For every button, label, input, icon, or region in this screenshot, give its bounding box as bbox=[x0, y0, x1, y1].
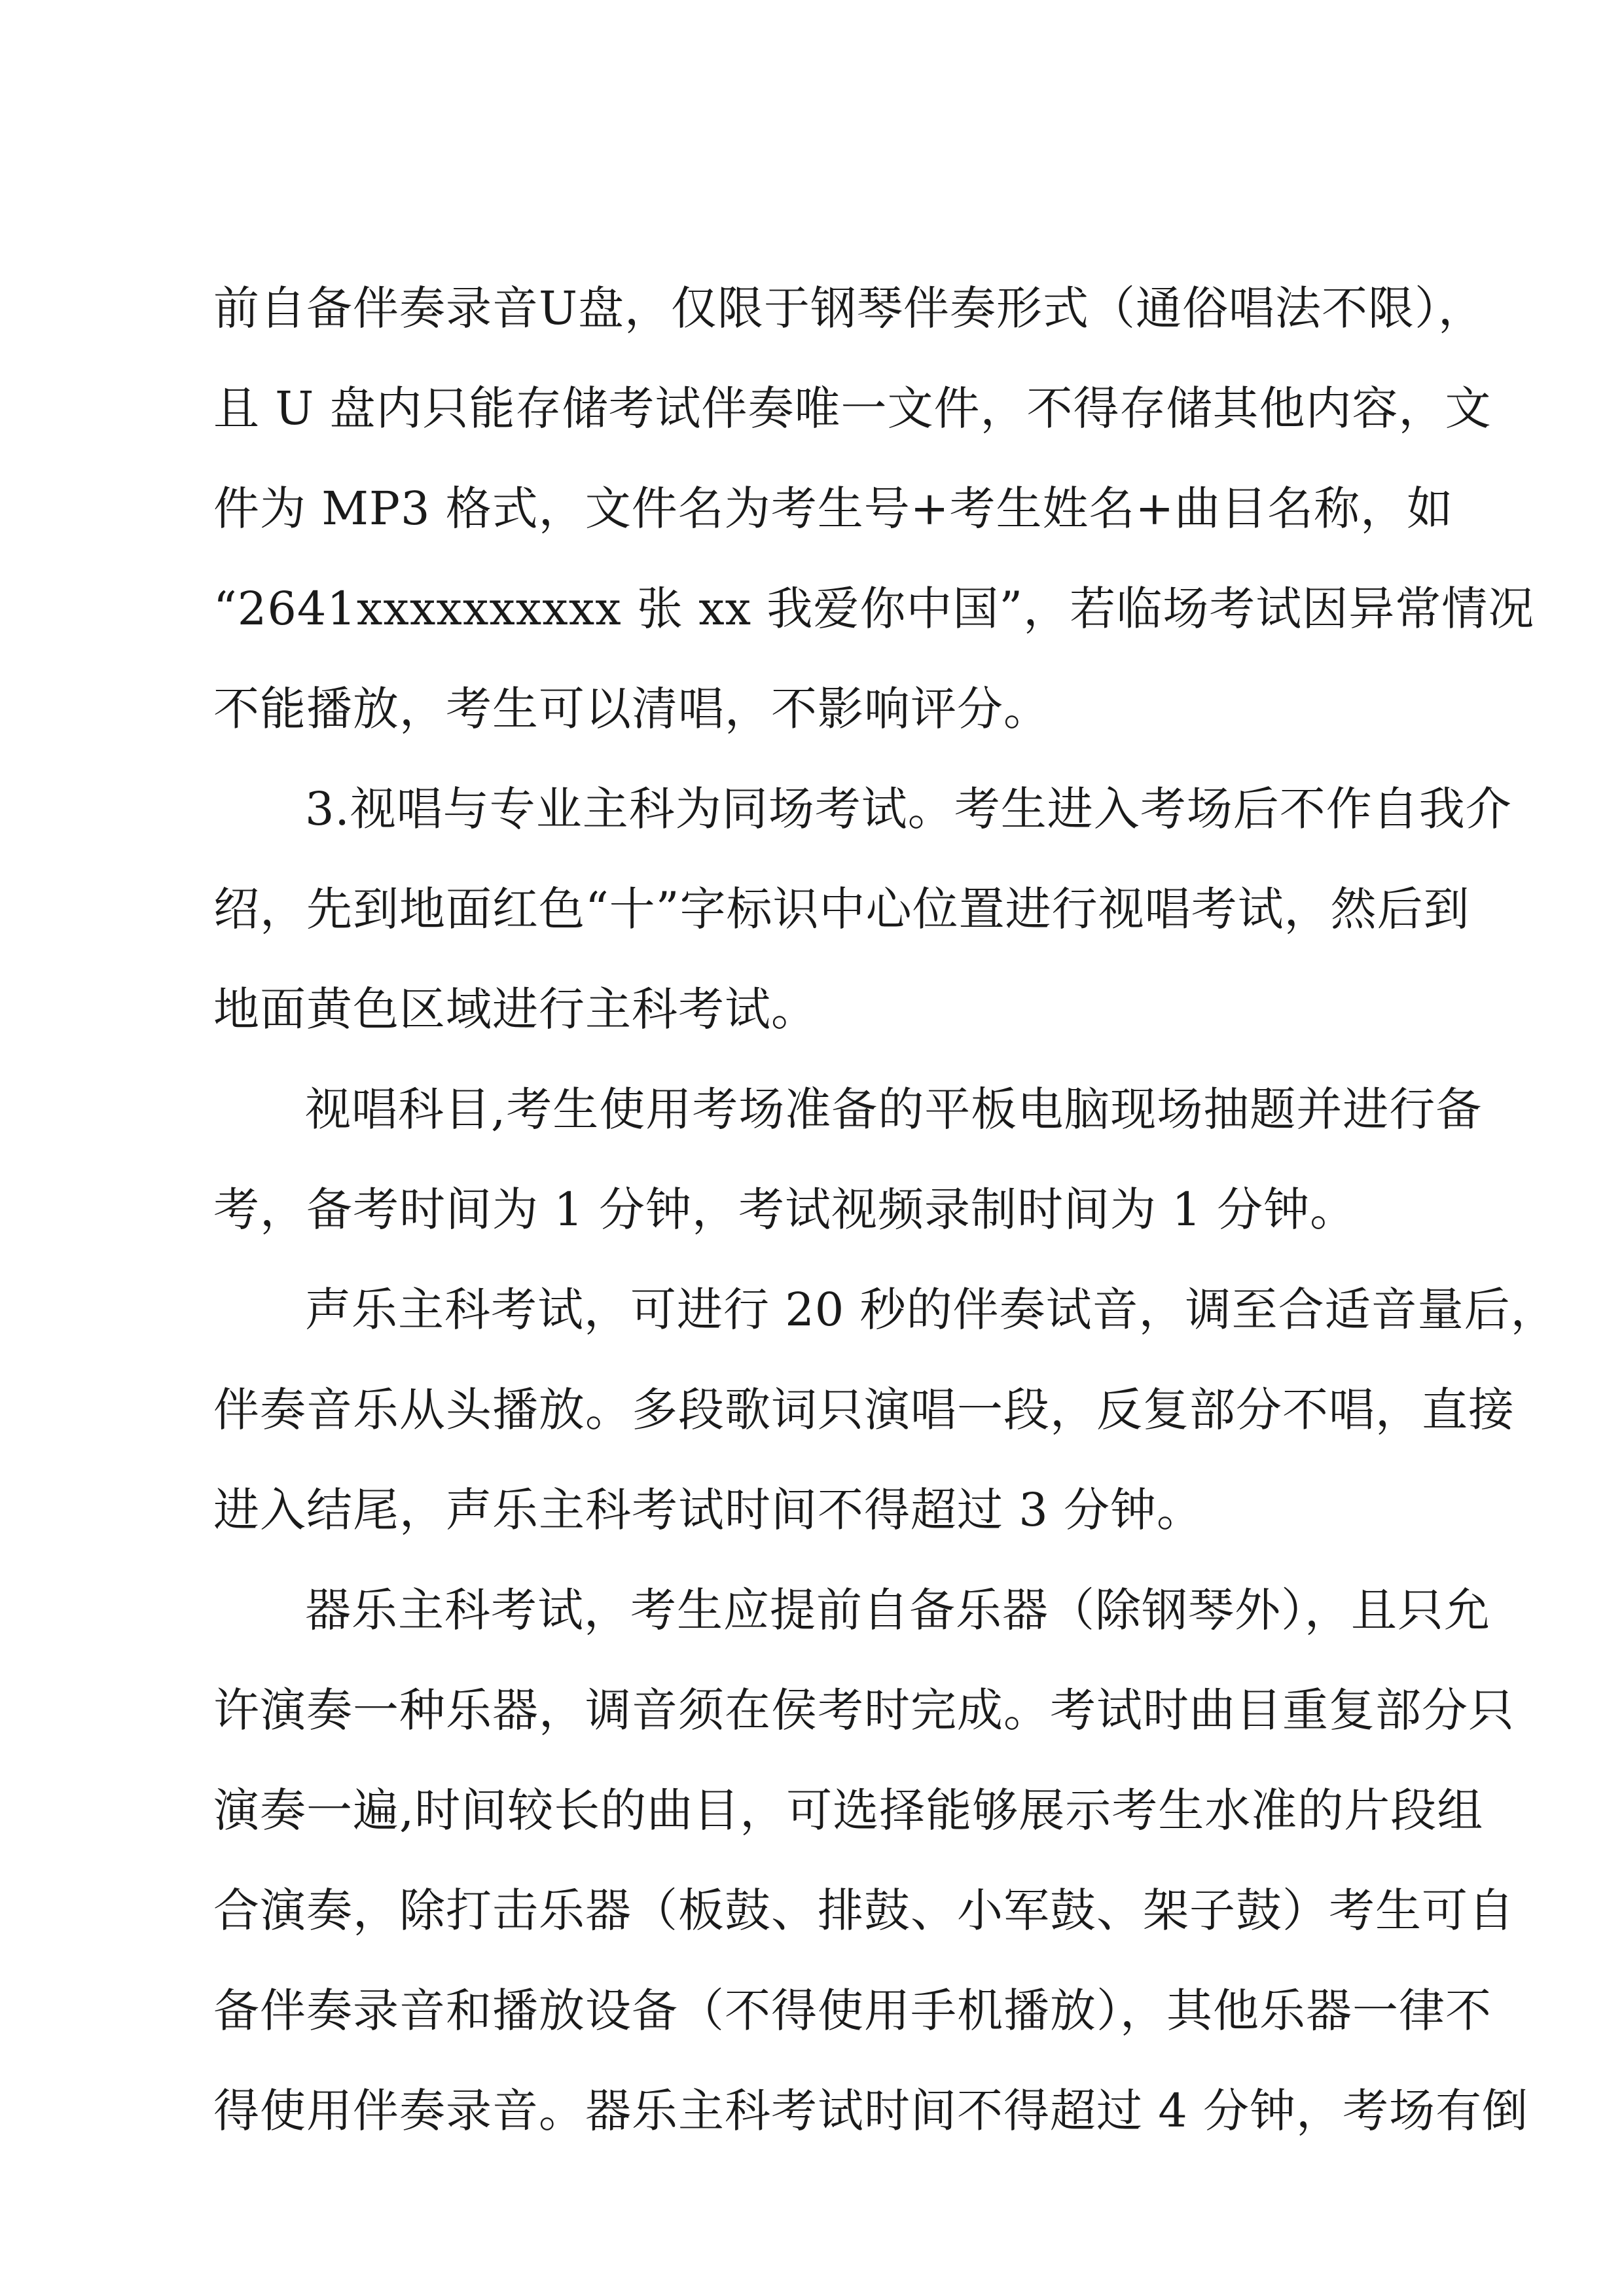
paragraph bbox=[213, 259, 1535, 759]
text-line: 声乐主科考试，可进行 20 秒的伴奏试音，调至合适音量后， bbox=[305, 1283, 1557, 1336]
text-line: 考，备考时间为 1 分钟，考试视频录制时间为 1 分钟。 bbox=[213, 1183, 1357, 1236]
text-line: “2641xxxxxxxxxx 张 xx 我爱你中国”，若临场考试因异常情况 bbox=[213, 582, 1535, 636]
text-line: 绍，先到地面红色“十”字标识中心位置进行视唱考试，然后到 bbox=[213, 882, 1470, 936]
text-line: 器乐主科考试，考生应提前自备乐器（除钢琴外），且只允 bbox=[305, 1583, 1490, 1637]
text-line: 得使用伴奏录音。器乐主科考试时间不得超过 4 分钟，考场有倒 bbox=[213, 2084, 1529, 2138]
text-line: 备伴奏录音和播放设备（不得使用手机播放），其他乐器一律不 bbox=[213, 1984, 1492, 2037]
text-line: 伴奏音乐从头播放。多段歌词只演唱一段，反复部分不唱，直接 bbox=[213, 1383, 1515, 1437]
text-line: 不能播放，考生可以清唱，不影响评分。 bbox=[213, 682, 1050, 736]
paragraph bbox=[213, 1560, 1529, 2161]
paragraph bbox=[213, 1260, 1557, 1560]
text-line: 进入结尾，声乐主科考试时间不得超过 3 分钟。 bbox=[213, 1483, 1204, 1537]
text-line: 合演奏，除打击乐器（板鼓、排鼓、小军鼓、架子鼓）考生可自 bbox=[213, 1884, 1515, 1937]
text-line: 件为 MP3 格式，文件名为考生号+考生姓名+曲目名称，如 bbox=[213, 482, 1454, 535]
body-text bbox=[213, 259, 1557, 2161]
text-line: 地面黄色区域进行主科考试。 bbox=[213, 982, 818, 1036]
text-line: 3.视唱与专业主科为同场考试。考生进入考场后不作自我介 bbox=[305, 782, 1512, 836]
paragraph bbox=[213, 759, 1512, 1060]
text-line: 且 U 盘内只能存储考试伴奏唯一文件，不得存储其他内容，文 bbox=[213, 382, 1492, 435]
text-line: 许演奏一种乐器，调音须在侯考时完成。考试时曲目重复部分只 bbox=[213, 1683, 1515, 1737]
text-line: 前自备伴奏录音U盘，仅限于钢琴伴奏形式（通俗唱法不限）， bbox=[213, 281, 1485, 335]
paragraph bbox=[213, 1060, 1483, 1260]
text-line: 演奏一遍,时间较长的曲目，可选择能够展示考生水准的片段组 bbox=[213, 1784, 1484, 1837]
text-line: 视唱科目,考生使用考场准备的平板电脑现场抽题并进行备 bbox=[305, 1083, 1483, 1136]
